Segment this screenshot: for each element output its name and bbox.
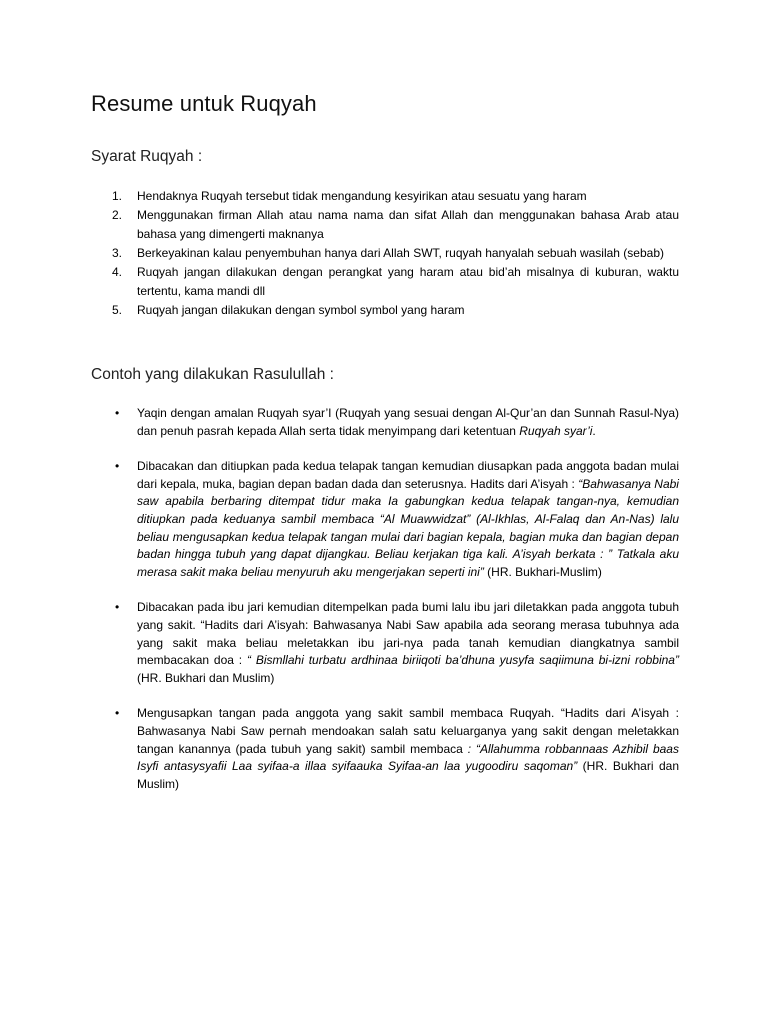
- item-quote: “ Bismllahi turbatu ardhinaa biriiqoti ba’dhuna yusyfa saqiimuna bi-izni robbina”: [246, 653, 679, 668]
- item-number: 4.: [112, 265, 123, 279]
- item-source: (HR. Bukhari dan Muslim): [137, 759, 680, 791]
- list-item: [91, 458, 679, 581]
- item-quote: “Bahwasanya Nabi saw apabila berbaring ditempat tidur maka Ia gabungkan kedua telapak tangan-nya, kemudian ditiupkan pada keduanya sambil membaca “Al Muawwidzat” (Al-Ikhlas, Al-Falaq dan An-Nas) lalu beliau mengusapkan kedua telapak tangan mulai dari bagian kepala, bagian muka dan bagian depan badan hingga tubuh yang dapat dijangkau. Beliau kerjakan tiga kali. A’isyah berkata : ” Tatkala aku merasa sakit maka beliau menyuruh aku mengerjakan seperti ini”: [137, 476, 679, 579]
- list-item: [91, 187, 679, 206]
- item-source: (HR. Bukhari-Muslim): [483, 564, 602, 579]
- item-text: Ruqyah jangan dilakukan dengan perangkat yang haram atau bid’ah misalnya di kuburan, waktu tertentu, kama mandi dll: [137, 265, 679, 298]
- item-number: 2.: [112, 208, 123, 222]
- item-text: Ruqyah jangan dilakukan dengan symbol symbol yang haram: [137, 303, 465, 317]
- item-source: (HR. Bukhari dan Muslim): [137, 670, 275, 685]
- list-item: [91, 244, 679, 263]
- item-text: Menggunakan firman Allah atau nama nama dan sifat Allah dan menggunakan bahasa Arab atau bahasa yang dimengerti maknanya: [137, 208, 679, 241]
- section-heading-syarat: Syarat Ruqyah :: [91, 148, 203, 165]
- item-text: Dibacakan pada ibu jari kemudian ditempelkan pada bumi lalu ibu jari diletakkan pada anggota tubuh yang sakit. “Hadits dari A’isyah: Bahwasanya Nabi Saw apabila ada seorang merasa tubuhnya ada yang sakit maka beliau meletakkan ibu jari-nya pada tanah kemudian diangkatnya sambil membacakan doa :: [137, 600, 679, 668]
- item-text: Hendaknya Ruqyah tersebut tidak mengandung kesyirikan atau sesuatu yang haram: [137, 189, 587, 203]
- bullet-icon: •: [115, 706, 120, 721]
- item-number: 5.: [112, 303, 123, 317]
- item-quote: : “Allahumma robbannaas Azhibil baas Isyfi antasysyafii Laa syifaa-a illaa syifaauka Syifaa-an laa yugoodiru saqoman”: [137, 741, 679, 774]
- list-item: [91, 599, 679, 687]
- list-item: [91, 405, 679, 440]
- item-text: Mengusapkan tangan pada anggota yang sakit sambil membaca Ruqyah. “Hadits dari A’isyah : Bahwasanya Nabi Saw pernah mendoakan salah satu keluarganya yang sakit dengan meletakkan tangan kanannya (pada tubuh yang sakit) sambil membaca: [137, 706, 679, 756]
- item-number: 3.: [112, 246, 123, 260]
- item-tail: .: [592, 423, 596, 438]
- item-number: 1.: [112, 189, 123, 203]
- contoh-list: [91, 405, 679, 811]
- syarat-list: [91, 187, 679, 320]
- item-text: Dibacakan dan ditiupkan pada kedua telapak tangan kemudian diusapkan pada anggota badan mulai dari kepala, muka, bagian depan badan dada dan seterusnya. Hadits dari A’isyah :: [137, 459, 679, 491]
- item-text: Yaqin dengan amalan Ruqyah syar’I (Ruqyah yang sesuai dengan Al-Qur’an dan Sunnah Rasul-Nya) dan penuh pasrah kepada Allah serta tidak menyimpang dari ketentuan: [137, 406, 679, 438]
- list-item: [91, 705, 679, 793]
- bullet-icon: •: [115, 406, 120, 420]
- list-item: [91, 206, 679, 244]
- document-title: Resume untuk Ruqyah: [91, 91, 317, 116]
- item-text: Berkeyakinan kalau penyembuhan hanya dari Allah SWT, ruqyah hanyalah sebuah wasilah (sebab): [137, 246, 664, 260]
- item-emphasis: Ruqyah syar’i: [519, 423, 593, 438]
- bullet-icon: •: [115, 600, 120, 615]
- list-item: [91, 263, 679, 301]
- bullet-icon: •: [115, 459, 120, 474]
- list-item: [91, 301, 679, 320]
- section-heading-contoh: Contoh yang dilakukan Rasulullah :: [91, 366, 334, 383]
